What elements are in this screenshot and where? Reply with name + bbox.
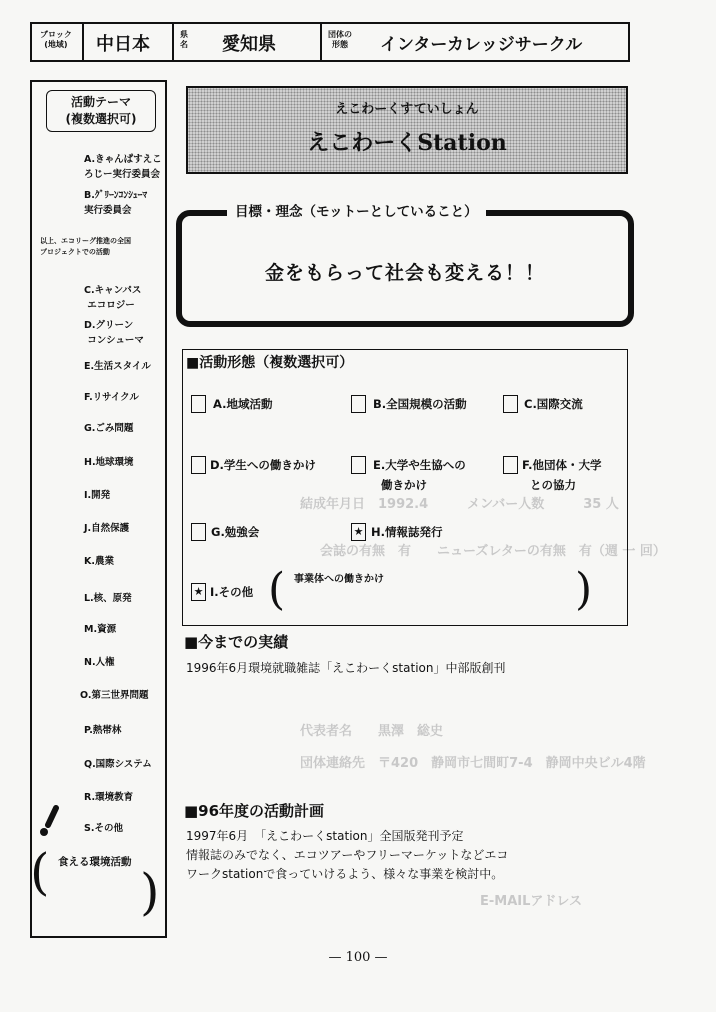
block-value-cell <box>84 24 174 60</box>
checkbox-g[interactable] <box>191 523 206 541</box>
theme-title: 活動テーマ (複数選択可) <box>46 90 156 132</box>
theme-item-n: N.人権 <box>84 657 115 668</box>
theme-item-j: J.自然保護 <box>84 523 130 534</box>
option-i-close-paren: ) <box>575 564 593 615</box>
checkbox-c[interactable] <box>503 395 518 413</box>
prefecture-label: 県 名 <box>180 30 188 49</box>
theme-item-l: L.核、原発 <box>84 593 132 604</box>
page-number: — 100 — <box>328 950 388 965</box>
checkbox-i-checked[interactable]: ★ <box>191 583 206 601</box>
theme-item-q: Q.国際システム <box>84 759 152 770</box>
other-theme-close-paren: ) <box>140 863 160 921</box>
block-value: 中日本 <box>96 34 150 55</box>
option-i-open-paren: ( <box>268 564 286 615</box>
org-type-cell <box>322 24 628 60</box>
option-d-label: D.学生への働きかけ <box>210 458 316 472</box>
group-name-banner <box>186 86 628 174</box>
history-text: 1996年6月環境就職雑誌「えこわーくstation」中部版創刊 <box>186 661 506 675</box>
option-h-label: H.情報誌発行 <box>371 525 443 539</box>
theme-item-d: D.グリーン コンシューマ <box>84 320 144 346</box>
activity-heading: ■活動形態（複数選択可） <box>186 355 354 371</box>
prefecture-value: 愛知県 <box>222 34 276 55</box>
theme-note: 以上、エコリーグ推進の全国 プロジェクトでの活動 <box>40 237 131 256</box>
option-g-label: G.勉強会 <box>211 525 260 539</box>
checkbox-d[interactable] <box>191 456 206 474</box>
group-name-kana: えこわーくすていしょん <box>335 102 479 117</box>
prefecture-cell <box>174 24 322 60</box>
group-name-title: えこわーくStation <box>307 130 507 156</box>
plan-line-2: 情報誌のみでなく、エコツアーやフリーマーケットなどエコ <box>186 848 509 862</box>
other-theme-text: 食える環境活動 <box>58 856 132 868</box>
option-f-label: F.他団体・大学 との協力 <box>522 458 602 492</box>
checkbox-h-checked[interactable]: ★ <box>351 523 366 541</box>
theme-item-r: R.環境教育 <box>84 792 134 803</box>
org-type-value: インターカレッジサークル <box>380 35 583 55</box>
theme-item-k: K.農業 <box>84 556 114 567</box>
other-theme-open-paren: ( <box>30 843 50 901</box>
theme-item-b: B.ｸﾞﾘｰﾝｺﾝｼｭｰﾏ 実行委員会 <box>84 190 148 216</box>
theme-item-c: C.キャンパス エコロジー <box>84 285 142 311</box>
checkbox-e[interactable] <box>351 456 366 474</box>
theme-item-h: H.地球環境 <box>84 457 134 468</box>
plan-line-3: ワークstationで食っていけるよう、様々な事業を検討中。 <box>186 867 504 881</box>
theme-item-a: A.きゃんぱすえこ ろじー実行委員会 <box>84 154 162 180</box>
option-e-label: E.大学や生協への 働きかけ <box>373 458 466 492</box>
history-heading: ■今までの実績 <box>184 633 289 651</box>
theme-item-i: I.開発 <box>84 490 111 501</box>
goal-text: 金をもらって社会も変える！！ <box>264 262 545 284</box>
theme-item-e: E.生活スタイル <box>84 361 151 372</box>
exclamation-icon <box>34 805 62 837</box>
option-i-label: I.その他 <box>210 585 254 599</box>
plan-line-1: 1997年6月 「えこわーくstation」全国版発刊予定 <box>186 829 464 843</box>
goal-label: 目標・理念（モットーとしていること） <box>227 200 486 220</box>
option-c-label: C.国際交流 <box>524 397 583 411</box>
header-table <box>30 22 630 62</box>
checkbox-f[interactable] <box>503 456 518 474</box>
checkbox-a[interactable] <box>191 395 206 413</box>
block-label-cell <box>32 24 84 60</box>
theme-item-o: O.第三世界問題 <box>80 690 149 701</box>
theme-item-f: F.リサイクル <box>84 392 139 403</box>
block-label: ブロック (地域) <box>40 30 72 49</box>
theme-item-m: M.資源 <box>84 624 117 635</box>
plan-heading: ■96年度の活動計画 <box>184 802 325 820</box>
checkbox-b[interactable] <box>351 395 366 413</box>
theme-item-p: P.熱帯林 <box>84 725 122 736</box>
theme-item-s: S.その他 <box>84 823 123 834</box>
option-i-detail: 事業体への働きかけ <box>294 574 384 585</box>
option-a-label: A.地域活動 <box>213 397 273 411</box>
option-b-label: B.全国規模の活動 <box>373 397 467 411</box>
org-type-label: 団体の 形態 <box>328 30 352 49</box>
theme-item-g: G.ごみ問題 <box>84 423 134 434</box>
